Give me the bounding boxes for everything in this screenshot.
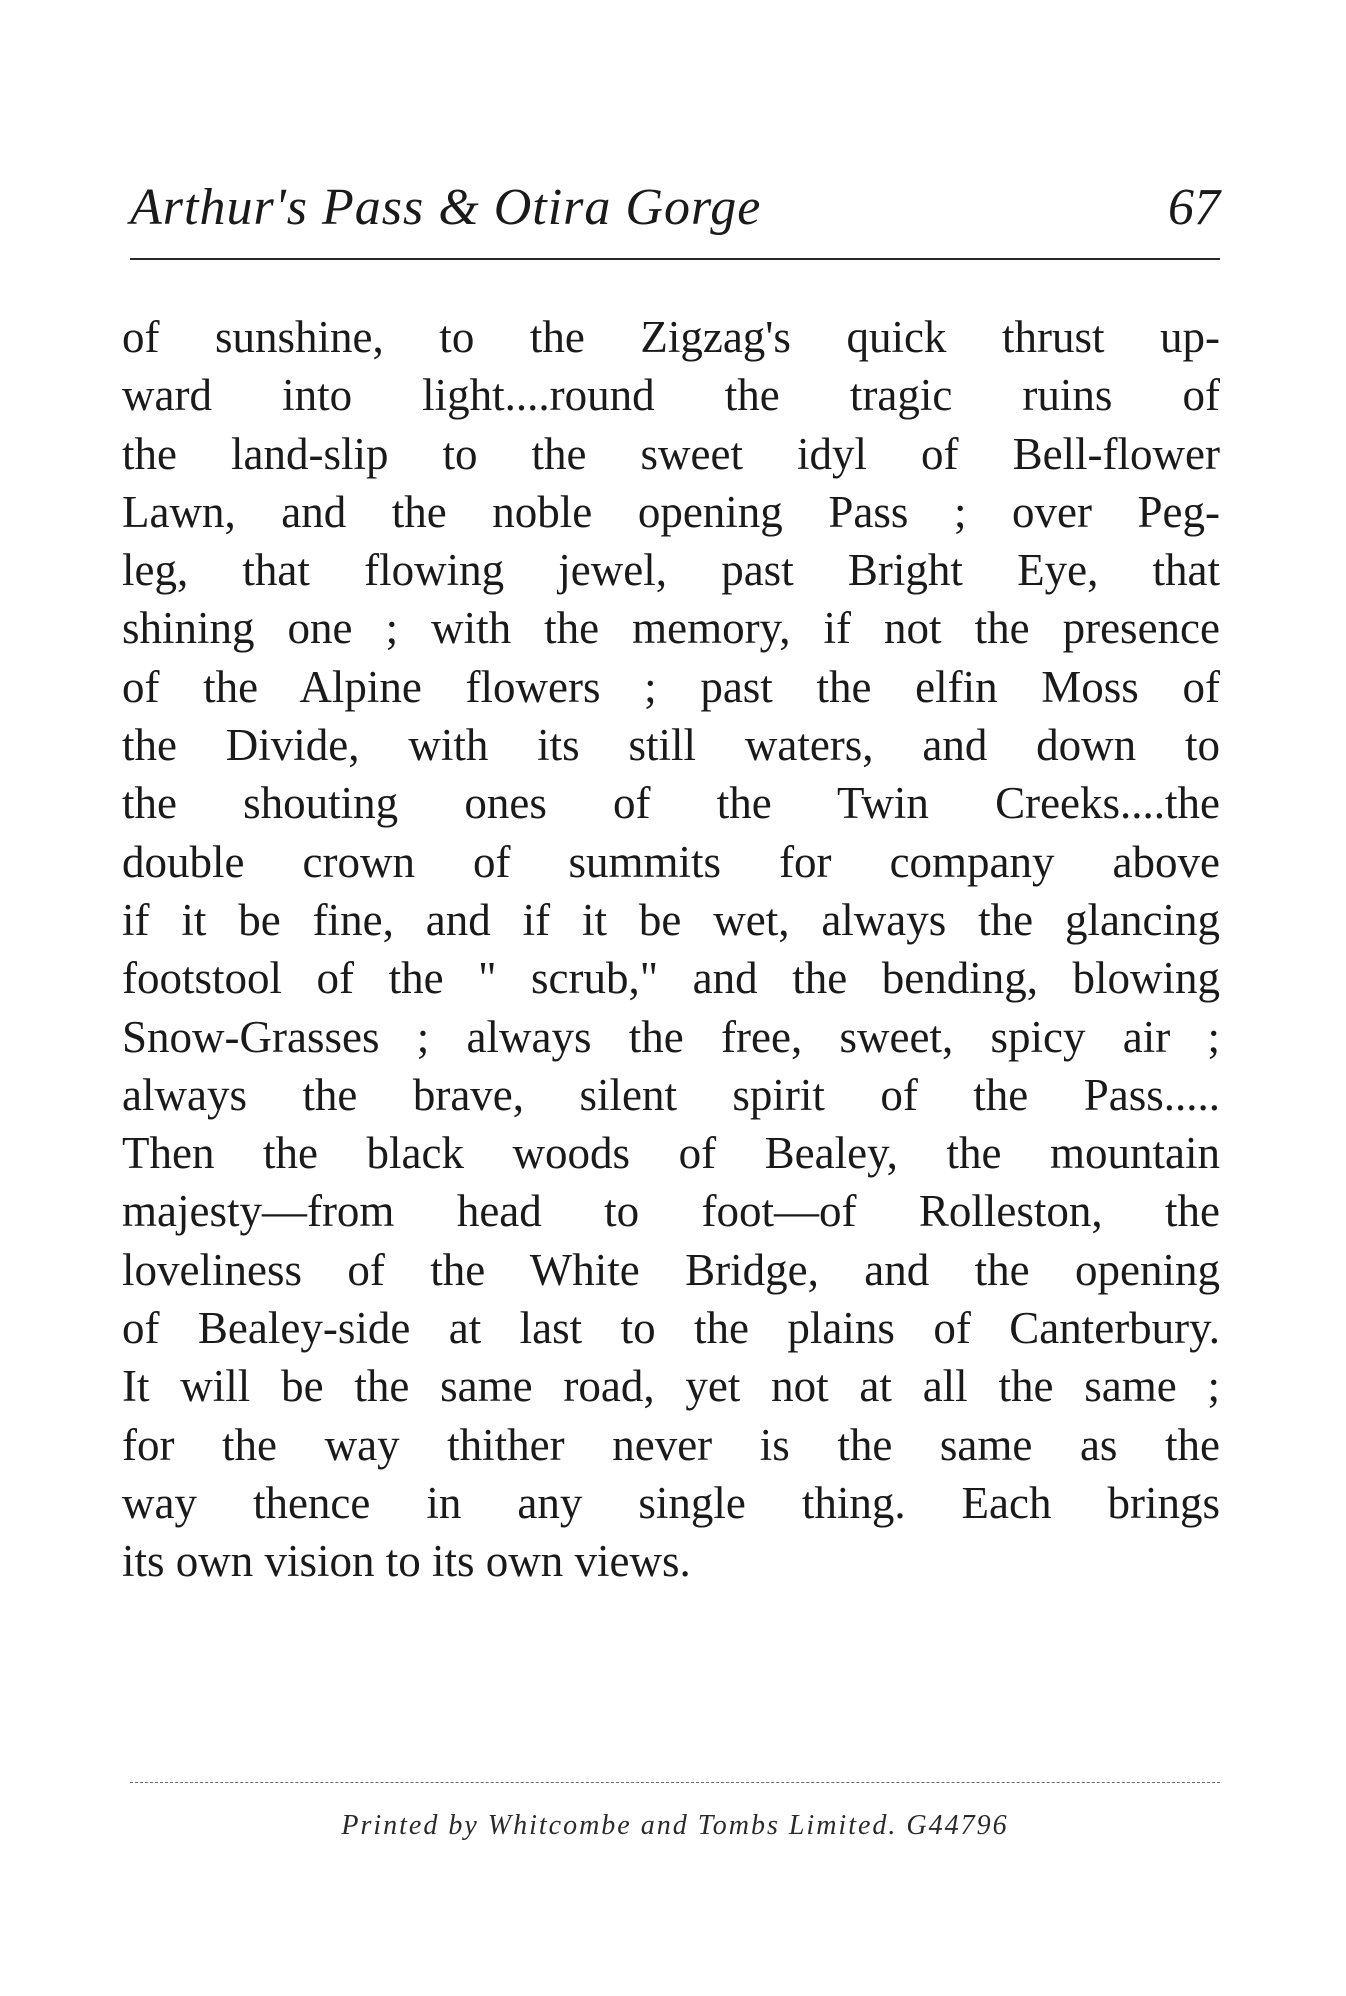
text-line: loveliness of the White Bridge, and the opening	[122, 1244, 1220, 1295]
text-line: the shouting ones of the Twin Creeks....the	[122, 778, 1220, 829]
text-line: its own vision to its own views.	[122, 1536, 691, 1587]
printer-imprint: Printed by Whitcombe and Tombs Limited. G44796	[341, 1810, 1009, 1841]
text-line: Snow-Grasses ; always the free, sweet, spicy air ;	[122, 1011, 1220, 1062]
page-number: 67	[1168, 179, 1220, 236]
text-line: double crown of summits for company above	[122, 836, 1220, 887]
running-title: Arthur's Pass & Otira Gorge	[130, 179, 762, 236]
text-line: of the Alpine flowers ; past the elfin Moss of	[122, 661, 1220, 712]
text-line: of sunshine, to the Zigzag's quick thrust up-	[122, 312, 1220, 362]
text-line: Lawn, and the noble opening Pass ; over Peg-	[122, 486, 1220, 537]
text-line: ward into light....round the tragic ruins of	[122, 370, 1220, 421]
text-line: footstool of the " scrub," and the bending, blowing	[122, 953, 1220, 1004]
body-paragraph	[122, 308, 1220, 1591]
text-line: shining one ; with the memory, if not the presence	[122, 603, 1220, 654]
text-line: majesty—from head to foot—of Rolleston, the	[122, 1186, 1220, 1237]
text-line: of Bealey-side at last to the plains of Canterbury.	[122, 1303, 1220, 1354]
text-line: the land-slip to the sweet idyl of Bell-flower	[122, 428, 1220, 479]
text-line: It will be the same road, yet not at all the same ;	[122, 1361, 1220, 1412]
text-line: if it be fine, and if it be wet, always the glancing	[122, 894, 1220, 945]
text-line: for the way thither never is the same as the	[122, 1419, 1220, 1470]
text-line: leg, that flowing jewel, past Bright Eye, that	[122, 545, 1220, 596]
running-head	[130, 168, 1220, 248]
text-line: always the brave, silent spirit of the Pass.....	[122, 1069, 1220, 1120]
text-line: Then the black woods of Bealey, the mountain	[122, 1128, 1220, 1179]
header-rule	[130, 258, 1220, 260]
text-line: the Divide, with its still waters, and down to	[122, 720, 1220, 771]
text-line: way thence in any single thing. Each brings	[122, 1477, 1220, 1528]
footer-rule	[130, 1782, 1220, 1783]
